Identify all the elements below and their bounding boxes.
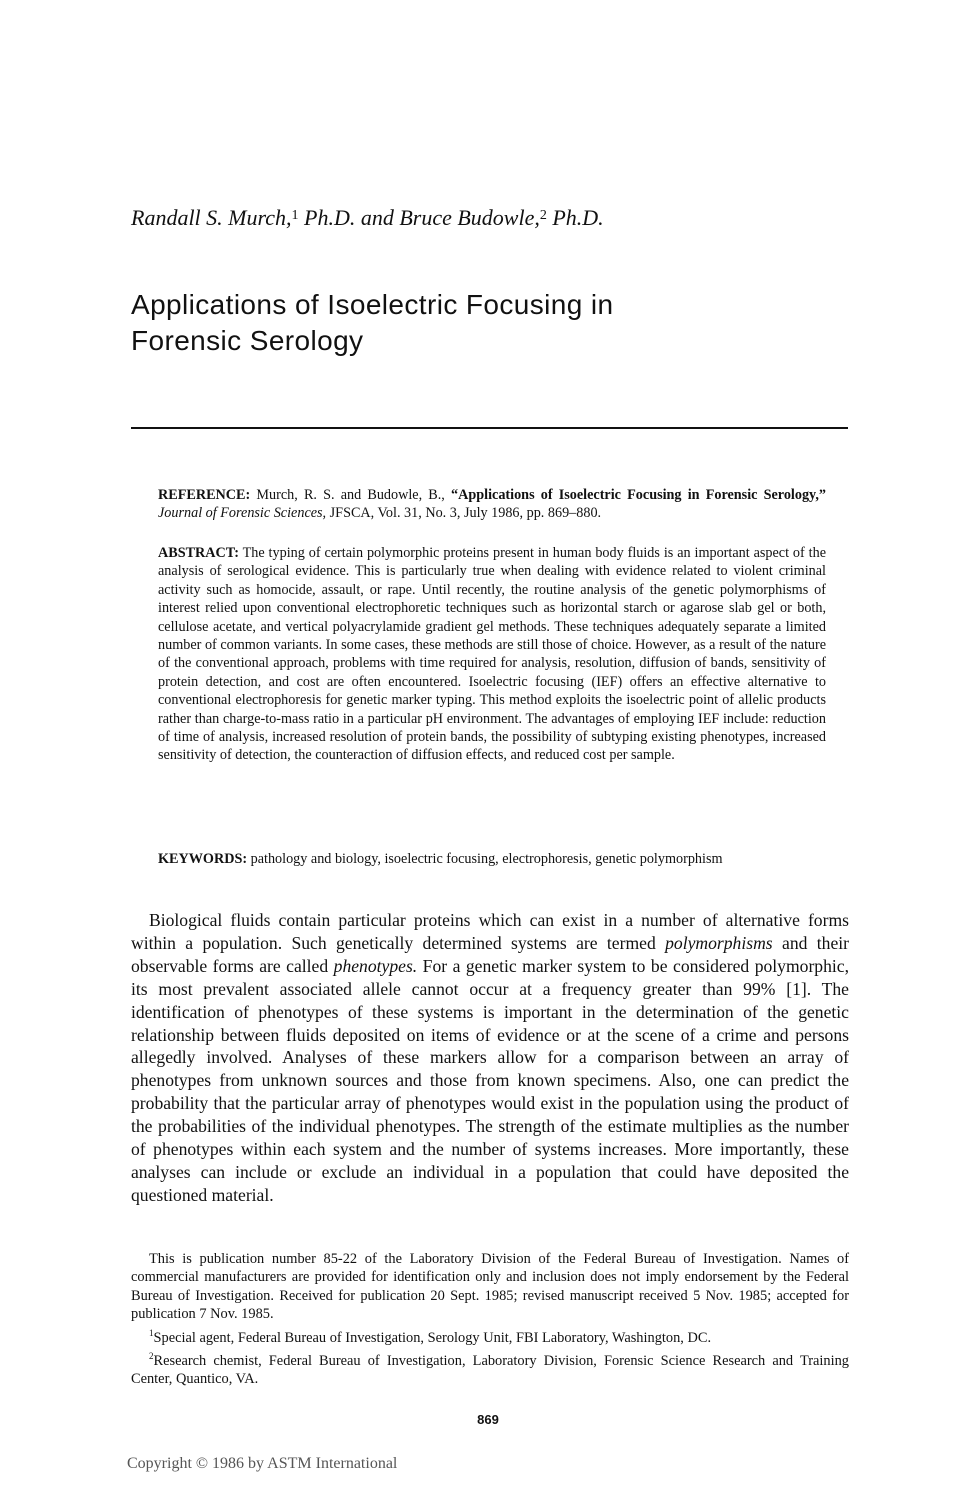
keywords-label: KEYWORDS: bbox=[158, 851, 248, 867]
term-phenotypes: phenotypes. bbox=[333, 955, 418, 976]
author-1-degree: Ph.D. bbox=[304, 205, 356, 230]
body-paragraph bbox=[131, 909, 849, 1207]
reference-authors: Murch, R. S. and Budowle, B., bbox=[256, 487, 445, 503]
copyright-notice: Copyright © 1986 by ASTM International bbox=[127, 1455, 398, 1472]
footnote-1 bbox=[131, 1324, 849, 1347]
footnote-publication-text: This is publication number 85-22 of the Laboratory Division of the Federal Bureau of Investigation. Names of commercial manufacturers are provided for identification only and inclusion does not imply endorsement by the Federal Bureau of Investigation. Received for publication 20 Sept. 1985; revised manuscript received 5 Nov. 1985; accepted for publication 7 Nov. 1985. bbox=[131, 1251, 849, 1323]
footnote-2 bbox=[131, 1347, 849, 1389]
body-text-segment: and their observable forms are called bbox=[131, 932, 850, 976]
author-2-degree: Ph.D. bbox=[552, 205, 604, 230]
keywords-block bbox=[158, 850, 826, 868]
footnote-2-mark: 2 bbox=[149, 1350, 154, 1361]
paper-title bbox=[131, 287, 871, 359]
title-divider bbox=[131, 427, 848, 429]
author-conjunction: and bbox=[360, 205, 394, 230]
reference-journal: Journal of Forensic Sciences, bbox=[158, 505, 327, 522]
abstract-text: The typing of certain polymorphic proteins present in human body fluids is an important aspect of the analysis of serological evidence. This is particularly true when dealing with evidence related to violent criminal activity such as homocide, assault, or rape. Until recently, the routine analysis of the genetic polymorphisms of interest relied upon conventional electrophoretic techniques such as horizontal starch or agarose slab gel or both, cellulose acetate, and vertical polyacrylamide gradient gel methods. These techniques adequately separate a limited number of common variants. In some cases, these methods are still those of choice. However, as a result of the nature of the conventional approach, problems with time required for analysis, resolution, diffusion of bands, sensitivity of protein detection, and cost are often encountered. Isoelectric focusing (IEF) offers an effective alternative to conventional electrophoresis for genetic marker typing. This method exploits the isoelectric point of allelic products rather than charge-to-mass ratio in a particular pH environment. The advantages of employing IEF include: reduction of time of analysis, increased resolution of protein bands, the possibility of subtyping existing phenotypes, increased sensitivity of detection, the counteraction of diffusion effects, and reduced cost per sample. bbox=[158, 545, 826, 764]
reference-citation: JFSCA, Vol. 31, No. 3, July 1986, pp. 869–880. bbox=[329, 505, 602, 522]
keywords-text: pathology and biology, isoelectric focusing, electrophoresis, genetic polymorphism bbox=[250, 851, 723, 867]
body-text-segment: The identification of phenotypes of these systems is important in the determination of the genetic relationship between fluids deposited on items of evidence or at the scene of a crime and persons allegedly involved. Analyses of these markers allow for a comparison between an array of phenotypes from unknown sources and those from known specimens. Also, one can predict the probability that the particular array of phenotypes would exist in the population using the product of the probabilities of the individual phenotypes. The strength of the estimate multiplies as the number of phenotypes within each system and the number of systems increases. More importantly, these analyses can include or exclude an individual in a population that could have deposited the questioned material. bbox=[131, 978, 849, 1205]
author-1: Randall S. Murch, bbox=[131, 205, 292, 230]
abstract-label: ABSTRACT: bbox=[158, 545, 239, 561]
footnote-2-text: Research chemist, Federal Bureau of Investigation, Laboratory Division, Forensic Science Research and Training Center, Quantico, VA. bbox=[131, 1352, 849, 1388]
footnote-1-text: Special agent, Federal Bureau of Investigation, Serology Unit, FBI Laboratory, Washington, DC. bbox=[153, 1329, 712, 1346]
reference-block bbox=[158, 486, 826, 523]
term-polymorphisms: polymorphisms bbox=[665, 932, 773, 953]
page-number: 869 bbox=[477, 1412, 499, 1427]
footnote-publication bbox=[131, 1250, 849, 1324]
body-text bbox=[131, 909, 849, 1207]
title-line-2: Forensic Serology bbox=[131, 325, 364, 356]
author-line bbox=[131, 204, 891, 232]
reference-label: REFERENCE: bbox=[158, 487, 251, 503]
body-text-segment: For a genetic marker system to be considered polymorphic, its most prevalent associated allele cannot occur at a frequency greater than 99% bbox=[131, 955, 849, 999]
body-text-segment: Biological fluids contain particular proteins which can exist in a number of alternative forms within a population. Such genetically determined systems are termed bbox=[131, 910, 849, 953]
title-line-1: Applications of Isoelectric Focusing in bbox=[131, 289, 614, 320]
footnotes bbox=[131, 1250, 849, 1388]
author-1-note-mark: 1 bbox=[291, 208, 299, 223]
footnote-1-mark: 1 bbox=[149, 1327, 154, 1338]
citation-ref: [1]. bbox=[786, 978, 812, 999]
abstract-block bbox=[158, 544, 826, 765]
author-2: Bruce Budowle, bbox=[399, 205, 540, 230]
author-2-note-mark: 2 bbox=[539, 208, 547, 223]
reference-article-title: “Applications of Isoelectric Focusing in Forensic Serology,” bbox=[451, 487, 827, 503]
